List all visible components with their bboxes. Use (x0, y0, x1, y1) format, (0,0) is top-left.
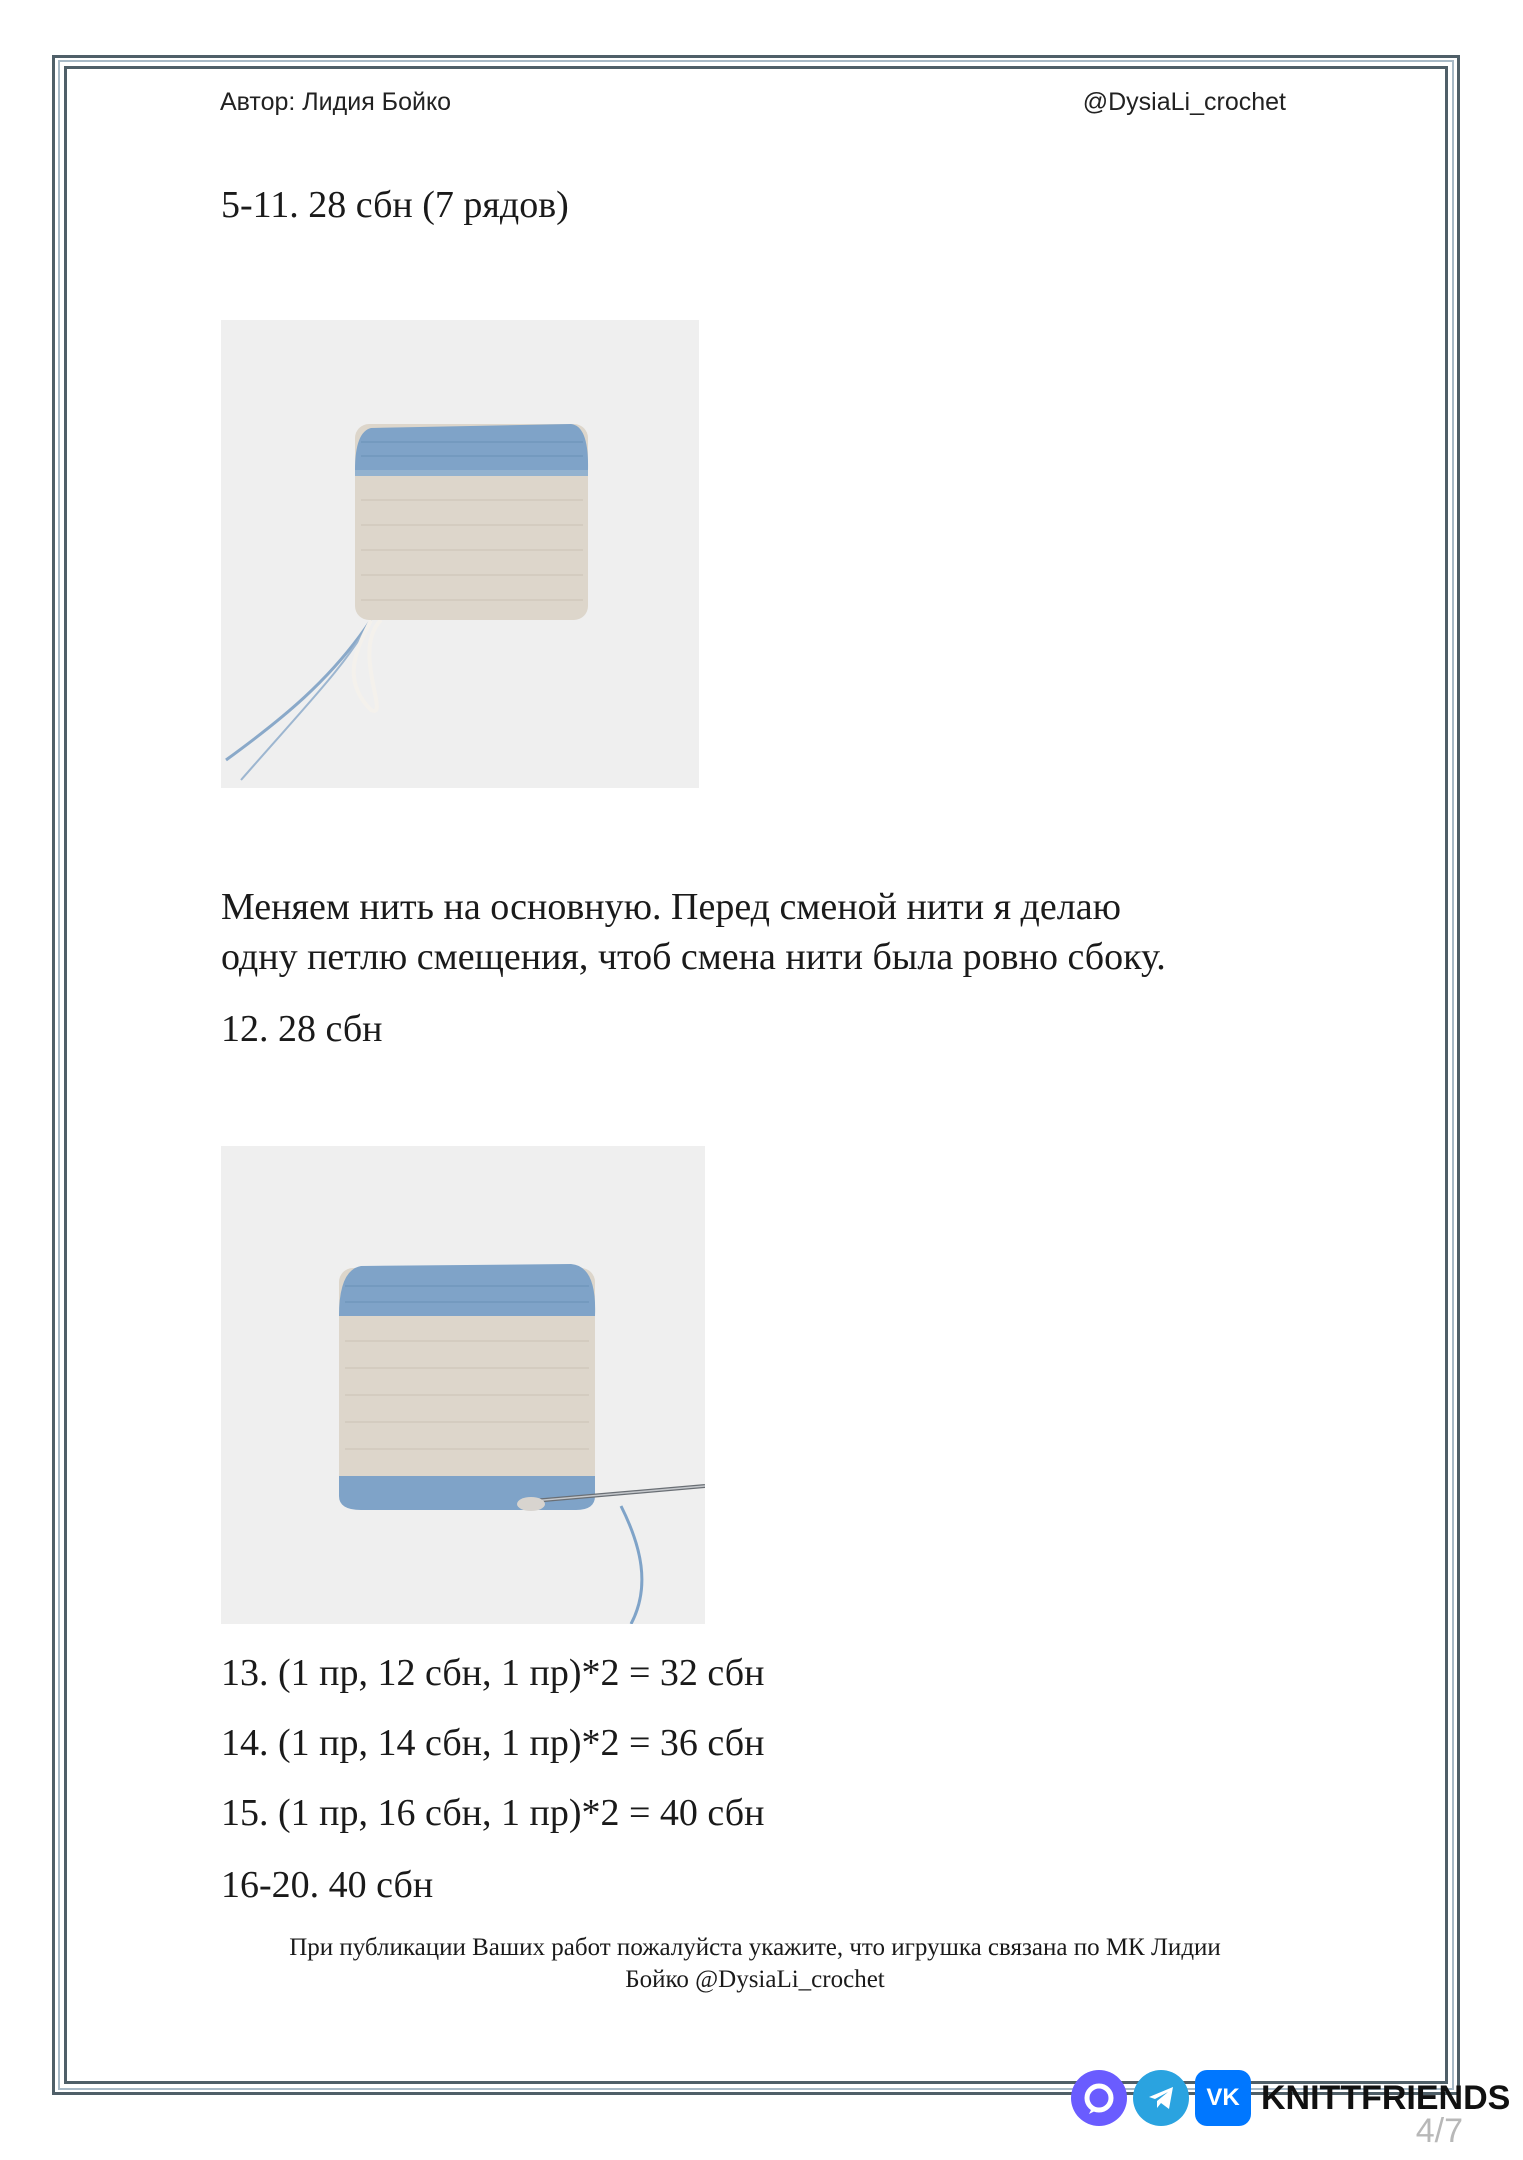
telegram-icon[interactable] (1133, 2070, 1189, 2126)
vk-icon[interactable] (1195, 2070, 1251, 2126)
row-5-11-text: 5-11. 28 сбн (7 рядов) (221, 184, 569, 226)
photo-row-12 (221, 1146, 705, 1624)
publication-note-line-2: Бойко @DysiaLi_crochet (625, 1966, 885, 1993)
max-messenger-icon[interactable] (1071, 2070, 1127, 2126)
brand-name: KNITTFRIENDS (1261, 2078, 1511, 2117)
row-14-text: 14. (1 пр, 14 сбн, 1 пр)*2 = 36 сбн (221, 1722, 765, 1764)
publication-note (200, 1932, 1310, 1996)
instruction-line-1: Меняем нить на основную. Перед сменой нити я делаю (221, 886, 1121, 928)
author-handle: @DysiaLi_crochet (1082, 88, 1286, 116)
row-12-text: 12. 28 сбн (221, 1008, 383, 1050)
publication-note-line-1: При публикации Ваших работ пожалуйста укажите, что игрушка связана по МК Лидии (289, 1934, 1221, 1961)
author-label: Автор: Лидия Бойко (220, 88, 452, 116)
photo-rows-5-11 (221, 320, 699, 788)
row-16-20-text: 16-20. 40 сбн (221, 1864, 434, 1906)
page-number: 4/7 (1415, 2112, 1463, 2150)
row-15-text: 15. (1 пр, 16 сбн, 1 пр)*2 = 40 сбн (221, 1792, 765, 1834)
row-13-text: 13. (1 пр, 12 сбн, 1 пр)*2 = 32 сбн (221, 1652, 765, 1694)
vk-icon-glyph: VK (1206, 2084, 1240, 2111)
instruction-line-2: одну петлю смещения, чтоб смена нити была ровно сбоку. (221, 936, 1166, 978)
